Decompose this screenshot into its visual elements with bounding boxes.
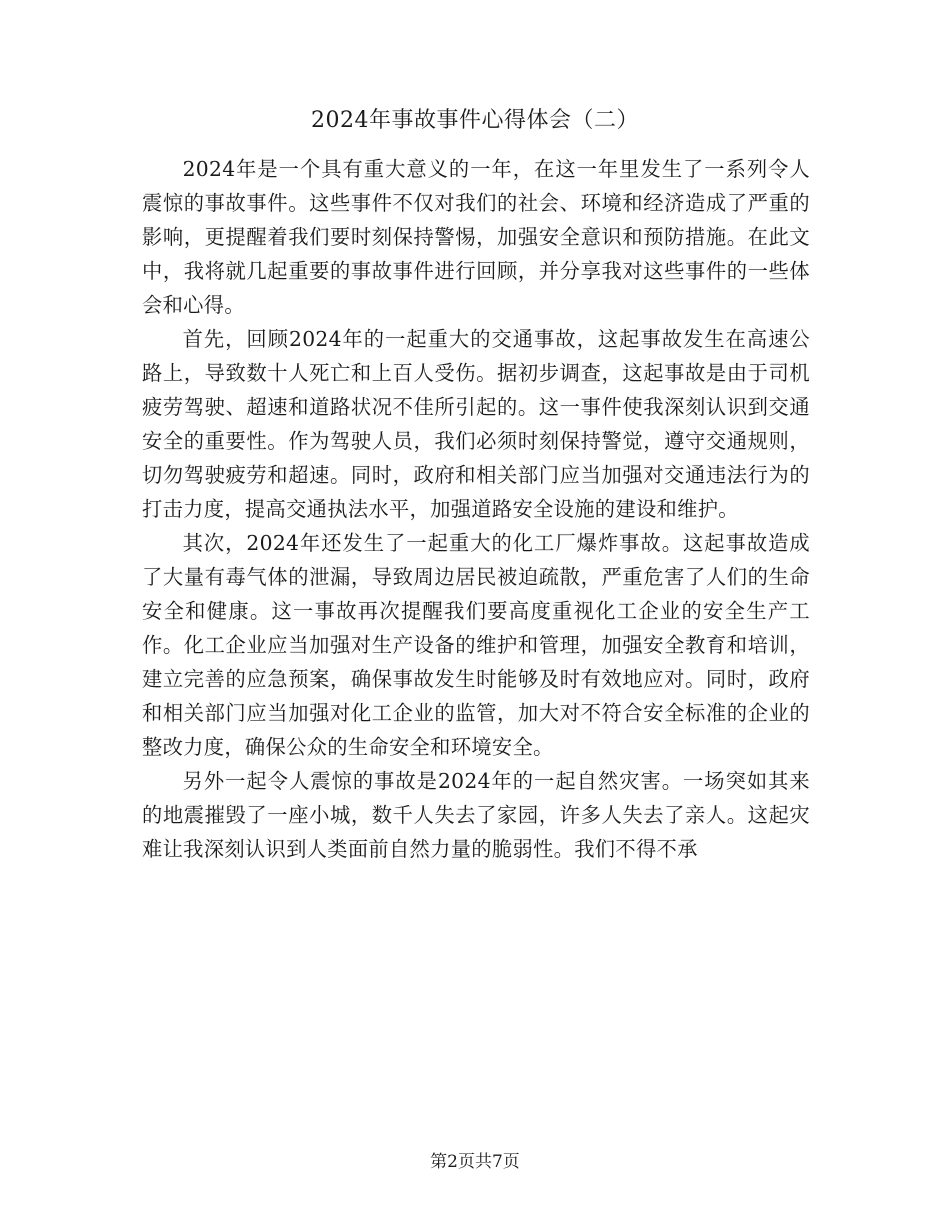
document-body <box>142 152 810 866</box>
paragraph-traffic-accident: 首先，回顾2024年的一起重大的交通事故，这起事故发生在高速公路上，导致数十人死亡和上百人受伤。据初步调查，这起事故是由于司机疲劳驾驶、超速和道路状况不佳所引起的。这一事件使我深刻认识到交通安全的重要性。作为驾驶人员，我们必须时刻保持警觉，遵守交通规则，切勿驾驶疲劳和超速。同时，政府和相关部门应当加强对交通违法行为的打击力度，提高交通执法水平，加强道路安全设施的建设和维护。 <box>142 327 810 521</box>
page-number-footer: 第2页共7页 <box>430 1152 520 1172</box>
paragraph-chemical-explosion: 其次，2024年还发生了一起重大的化工厂爆炸事故。这起事故造成了大量有毒气体的泄漏，导致周边居民被迫疏散，严重危害了人们的生命安全和健康。这一事故再次提醒我们要高度重视化工企业的安全生产工作。化工企业应当加强对生产设备的维护和管理，加强安全教育和培训，建立完善的应急预案，确保事故发生时能够及时有效地应对。同时，政府和相关部门应当加强对化工企业的监管，加大对不符合安全标准的企业的整改力度，确保公众的生命安全和环境安全。 <box>142 531 810 759</box>
paragraph-natural-disaster: 另外一起令人震惊的事故是2024年的一起自然灾害。一场突如其来的地震摧毁了一座小城，数千人失去了家园，许多人失去了亲人。这起灾难让我深刻认识到人类面前自然力量的脆弱性。我们不得不承 <box>142 769 810 861</box>
document-title: 2024年事故事件心得体会（二） <box>311 108 639 133</box>
paragraph-intro: 2024年是一个具有重大意义的一年，在这一年里发生了一系列令人震惊的事故事件。这些事件不仅对我们的社会、环境和经济造成了严重的影响，更提醒着我们要时刻保持警惕，加强安全意识和预防措施。在此文中，我将就几起重要的事故事件进行回顾，并分享我对这些事件的一些体会和心得。 <box>142 157 810 317</box>
